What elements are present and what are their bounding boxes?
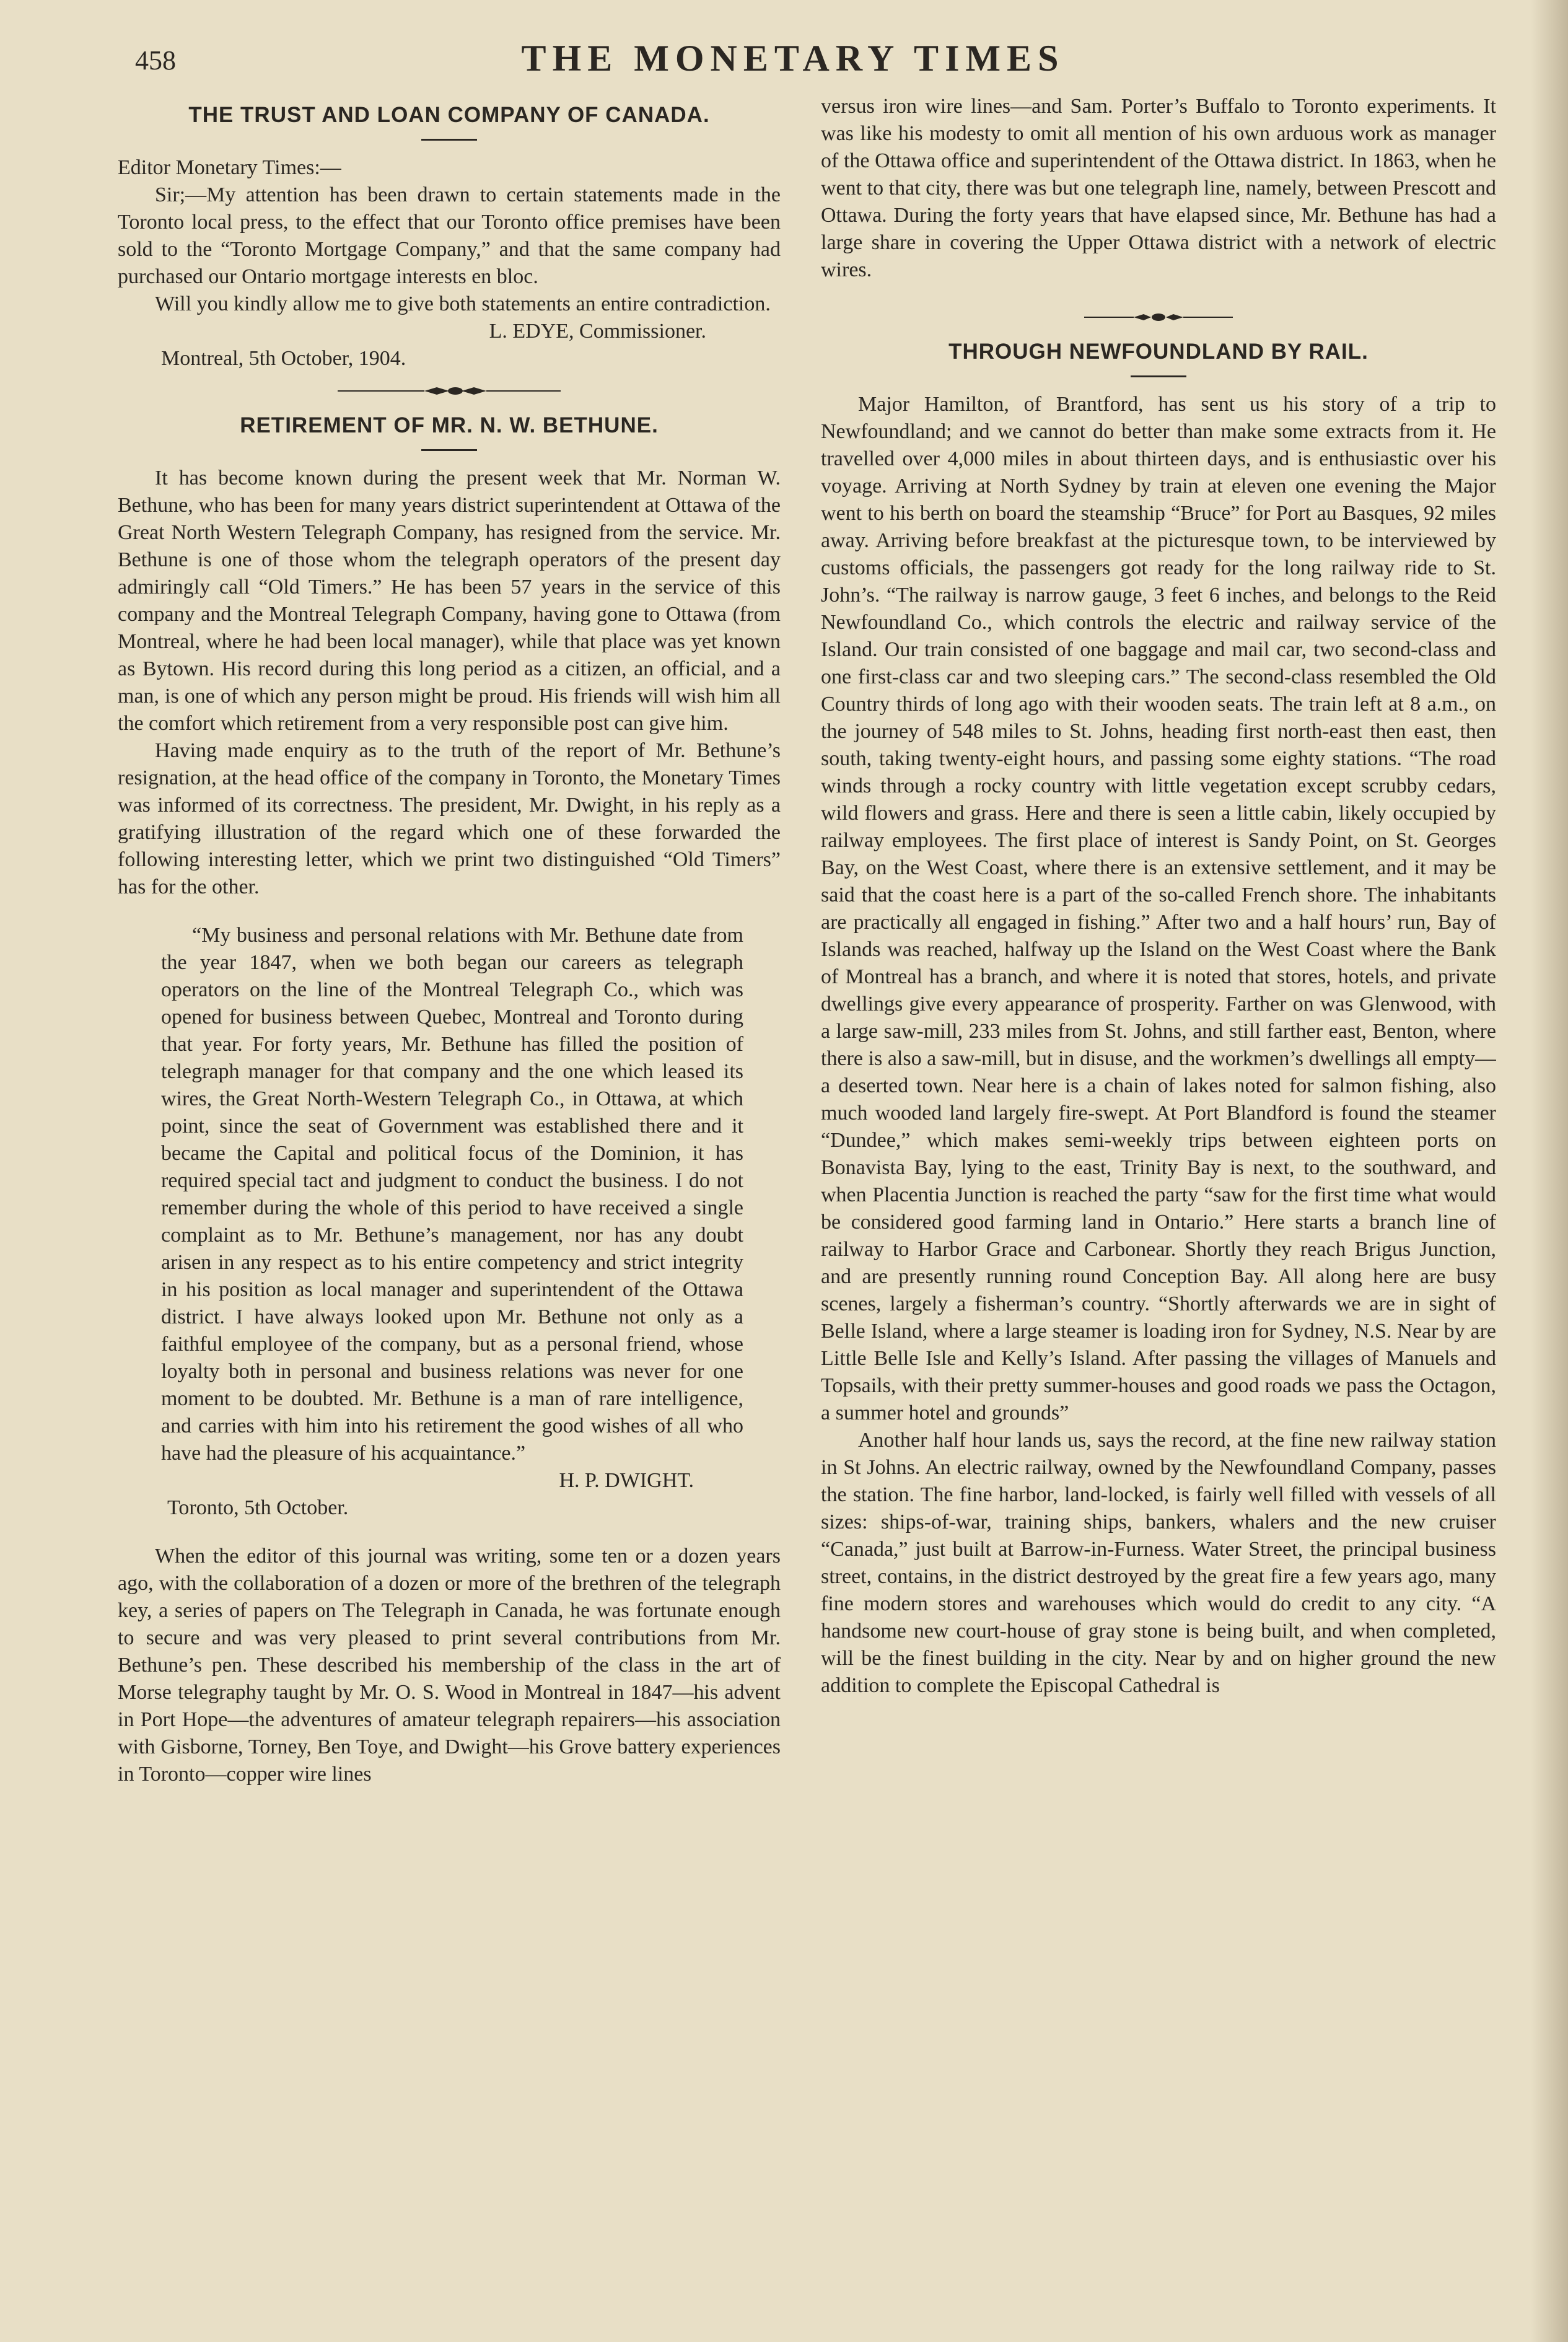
page-number: 458 [135, 45, 176, 76]
masthead-title: THE MONETARY TIMES [521, 38, 1065, 79]
headline-rule [421, 139, 477, 141]
dwight-letter-text: “My business and personal relations with Mr. Bethune date from the year 1847, when we both began our careers as telegraph operators on the line of the Montreal Telegraph Co., which was opened for business between Quebec, Montreal and Toronto during that year. For forty years, Mr. Bethune has filled the position of telegraph manager for that company and the one which leased its wires, the Great North-Western Telegraph Co., in Ottawa, at which point, since the seat of Government was established there and it became the Capital and political focus of the Dominion, it has required special tact and judgment to conduct the business. I do not remember during the whole of this period to have received a single complaint as to Mr. Bethune’s management, nor has any doubt arisen in any respect as to his entire competency and strict integrity in his position as local manager and superintendent of the Ottawa district. I have always looked upon Mr. Bethune not only as a faithful employee of the company, but as a personal friend, whose loyalty both in personal and business relations was never for one moment to be doubted. Mr. Bethune is a man of rare intelligence, and carries with him into his retirement the good wishes of all who have had the pleasure of his acquaintance.” [161, 924, 743, 1465]
ornament-divider-icon [1084, 311, 1233, 323]
left-column [118, 93, 781, 2299]
trust-loan-paragraph: Will you kindly allow me to give both statements an entire contradiction. [155, 292, 771, 315]
newfoundland-paragraph: Major Hamilton, of Brantford, has sent us his story of a trip to Newfoundland; and we cannot do better than make some extracts from it. He travelled over 4,000 miles in about thirteen days, and is enthusiastic over his voyage. Arriving at North Sydney by train at eleven one evening the Major went to his berth on board the steamship “Bruce” for Port au Basques, 92 miles away. Arriving before breakfast at the picturesque town, to be interviewed by customs officials, the passengers got ready for the long railway ride to St. John’s. “The railway is narrow gauge, 3 feet 6 inches, and belongs to the Reid Newfoundland Co., which controls the electric and railway service of the Island. Our train consisted of one baggage and mail car, two second-class and one first-class car and two sleeping cars.” The second-class resembled the Old Country thirds of long ago with their wooden seats. The train left at 8 a.m., on the journey of 548 miles to St. Johns, heading first north-east then east, then south, taking twenty-eight hours, and passing some eighty stations. “The road winds through a rocky country with little vegetation except scrubby cedars, wild flowers and grass. Here and there is seen a little cabin, likely occupied by railway employees. The first place of interest is Sandy Point, on St. Georges Bay, on the West Coast, where there is an extensive settlement, and it may be said that the coast here is a part of the so-called French shore. The inhabitants are practically all engaged in fishing.” After two and a half hours’ run, Bay of Islands was reached, halfway up the Island on the West Coast where the Bank of Montreal has a branch, and where it is noted that stores, hotels, and private dwellings give every appearance of prosperity. Farther on was Glenwood, with a large saw-mill, 233 miles from St. Johns, and still farther east, Benton, where there is also a saw-mill, but in disuse, and the workmen’s dwellings all empty—a deserted town. Near here is a chain of lakes noted for salmon fishing, also much wooded land largely fire-swept. At Port Blandford is found the steamer “Dundee,” which makes semi-weekly trips between eighteen ports on Bonavista Bay, lying to the east, Trinity Bay is next, to the southward, and when Placentia Junction is reached the party “saw for the first time what would be considered good farming land in Ontario.” Here starts a branch line of railway to Harbor Grace and Carbonear. Shortly they reach Brigus Junction, and are presently running round Conception Bay. All along here are busy scenes, largely a fisherman’s country. “Shortly afterwards we are in sight of Belle Island, where a large steamer is loading iron for Sydney, N.S. Near by are Little Belle Isle and Kelly’s Island. After passing the villages of Manuels and Topsails, with their pretty summer-houses and good roads we pass the Octagon, a summer hotel and grounds” [821, 393, 1496, 1424]
newfoundland-headline: THROUGH NEWFOUNDLAND BY RAIL. [948, 340, 1369, 364]
trust-loan-signature: L. EDYE, Commissioner. [489, 320, 706, 343]
trust-loan-paragraph: Sir;—My attention has been drawn to certain statements made in the Toronto local press, to the effect that our Toronto office premises have been sold to the “Toronto Mortgage Company,” and that the same company had purchased our Ontario mortgage interests en bloc. [118, 183, 781, 288]
headline-rule [421, 449, 477, 451]
trust-loan-salutation: Editor Monetary Times:— [118, 156, 341, 179]
dwight-letter-signature: H. P. DWIGHT. [559, 1469, 694, 1492]
right-column [821, 93, 1496, 2299]
newfoundland-paragraph: Another half hour lands us, says the record, at the fine new railway station in St Johns. An electric railway, owned by the Newfoundland Company, passes the station. The fine harbor, land-locked, is fairly well filled with vessels of all sizes: ships-of-war, training ships, bankers, whalers and the new cruiser “Canada,” just built at Barrow-in-Furness. Water Street, the principal business street, contains, in the district destroyed by the great fire a few years ago, many fine modern stores and warehouses which would do credit to any city. “A handsome new court-house of gray stone is being built, and when completed, will be the finest building in the city. Near by and on higher ground the new addition to complete the Episcopal Cathedral is [821, 1429, 1496, 1697]
ornament-divider-icon [338, 385, 561, 397]
bethune-paragraph: It has become known during the present week that Mr. Norman W. Bethune, who has been for many years district superintendent at Ottawa of the Great North Western Telegraph Company, has resigned from the service. Mr. Bethune is one of those whom the telegraph operators of the present day admiringly call “Old Timers.” He has been 57 years in the service of this company and the Montreal Telegraph Company, having gone to Ottawa (from Montreal, where he had been local manager), while that place was yet known as Bytown. His record during this long period as a citizen, an official, and a man, is one of which any person might be proud. His friends will wish him all the comfort which retirement from a very responsible post can give him. [118, 467, 781, 735]
trust-loan-place-date: Montreal, 5th October, 1904. [161, 347, 406, 370]
dwight-letter-place: Toronto, 5th October. [167, 1496, 349, 1519]
bethune-headline: RETIREMENT OF MR. N. W. BETHUNE. [240, 413, 659, 437]
bethune-paragraph: When the editor of this journal was writing, some ten or a dozen years ago, with the collaboration of a dozen or more of the brethren of the telegraph key, a series of papers on The Telegraph in Canada, he was fortunate enough to secure and was very pleased to print several contributions from Mr. Bethune’s pen. These described his membership of the class in the art of Morse telegraphy taught by Mr. O. S. Wood in Montreal in 1847—his advent in Port Hope—the adventures of amateur telegraph repairers—his association with Gisborne, Torney, Ben Toye, and Dwight—his Grove battery experiences in Toronto—copper wire lines [118, 1545, 781, 1786]
trust-loan-headline: THE TRUST AND LOAN COMPANY OF CANADA. [188, 103, 710, 127]
page-edge-shadow [1531, 0, 1568, 2342]
dwight-letter [118, 922, 781, 1494]
bethune-continued: versus iron wire lines—and Sam. Porter’s Buffalo to Toronto experiments. It was like his modesty to omit all mention of his own arduous work as manager of the Ottawa office and superintendent of the Ottawa district. In 1863, when he went to that city, there was but one telegraph line, namely, between Prescott and Ottawa. During the forty years that have elapsed since, Mr. Bethune has had a large share in covering the Upper Ottawa district with a network of electric wires. [821, 95, 1496, 281]
bethune-paragraph: Having made enquiry as to the truth of the report of Mr. Bethune’s resignation, at the head office of the company in Toronto, the Monetary Times was informed of its correctness. The president, Mr. Dwight, in his reply as a gratifying illustration of the regard which one of these forwarded the following interesting letter, which we print two distinguished “Old Timers” has for the other. [118, 739, 781, 898]
headline-rule [1131, 375, 1186, 377]
